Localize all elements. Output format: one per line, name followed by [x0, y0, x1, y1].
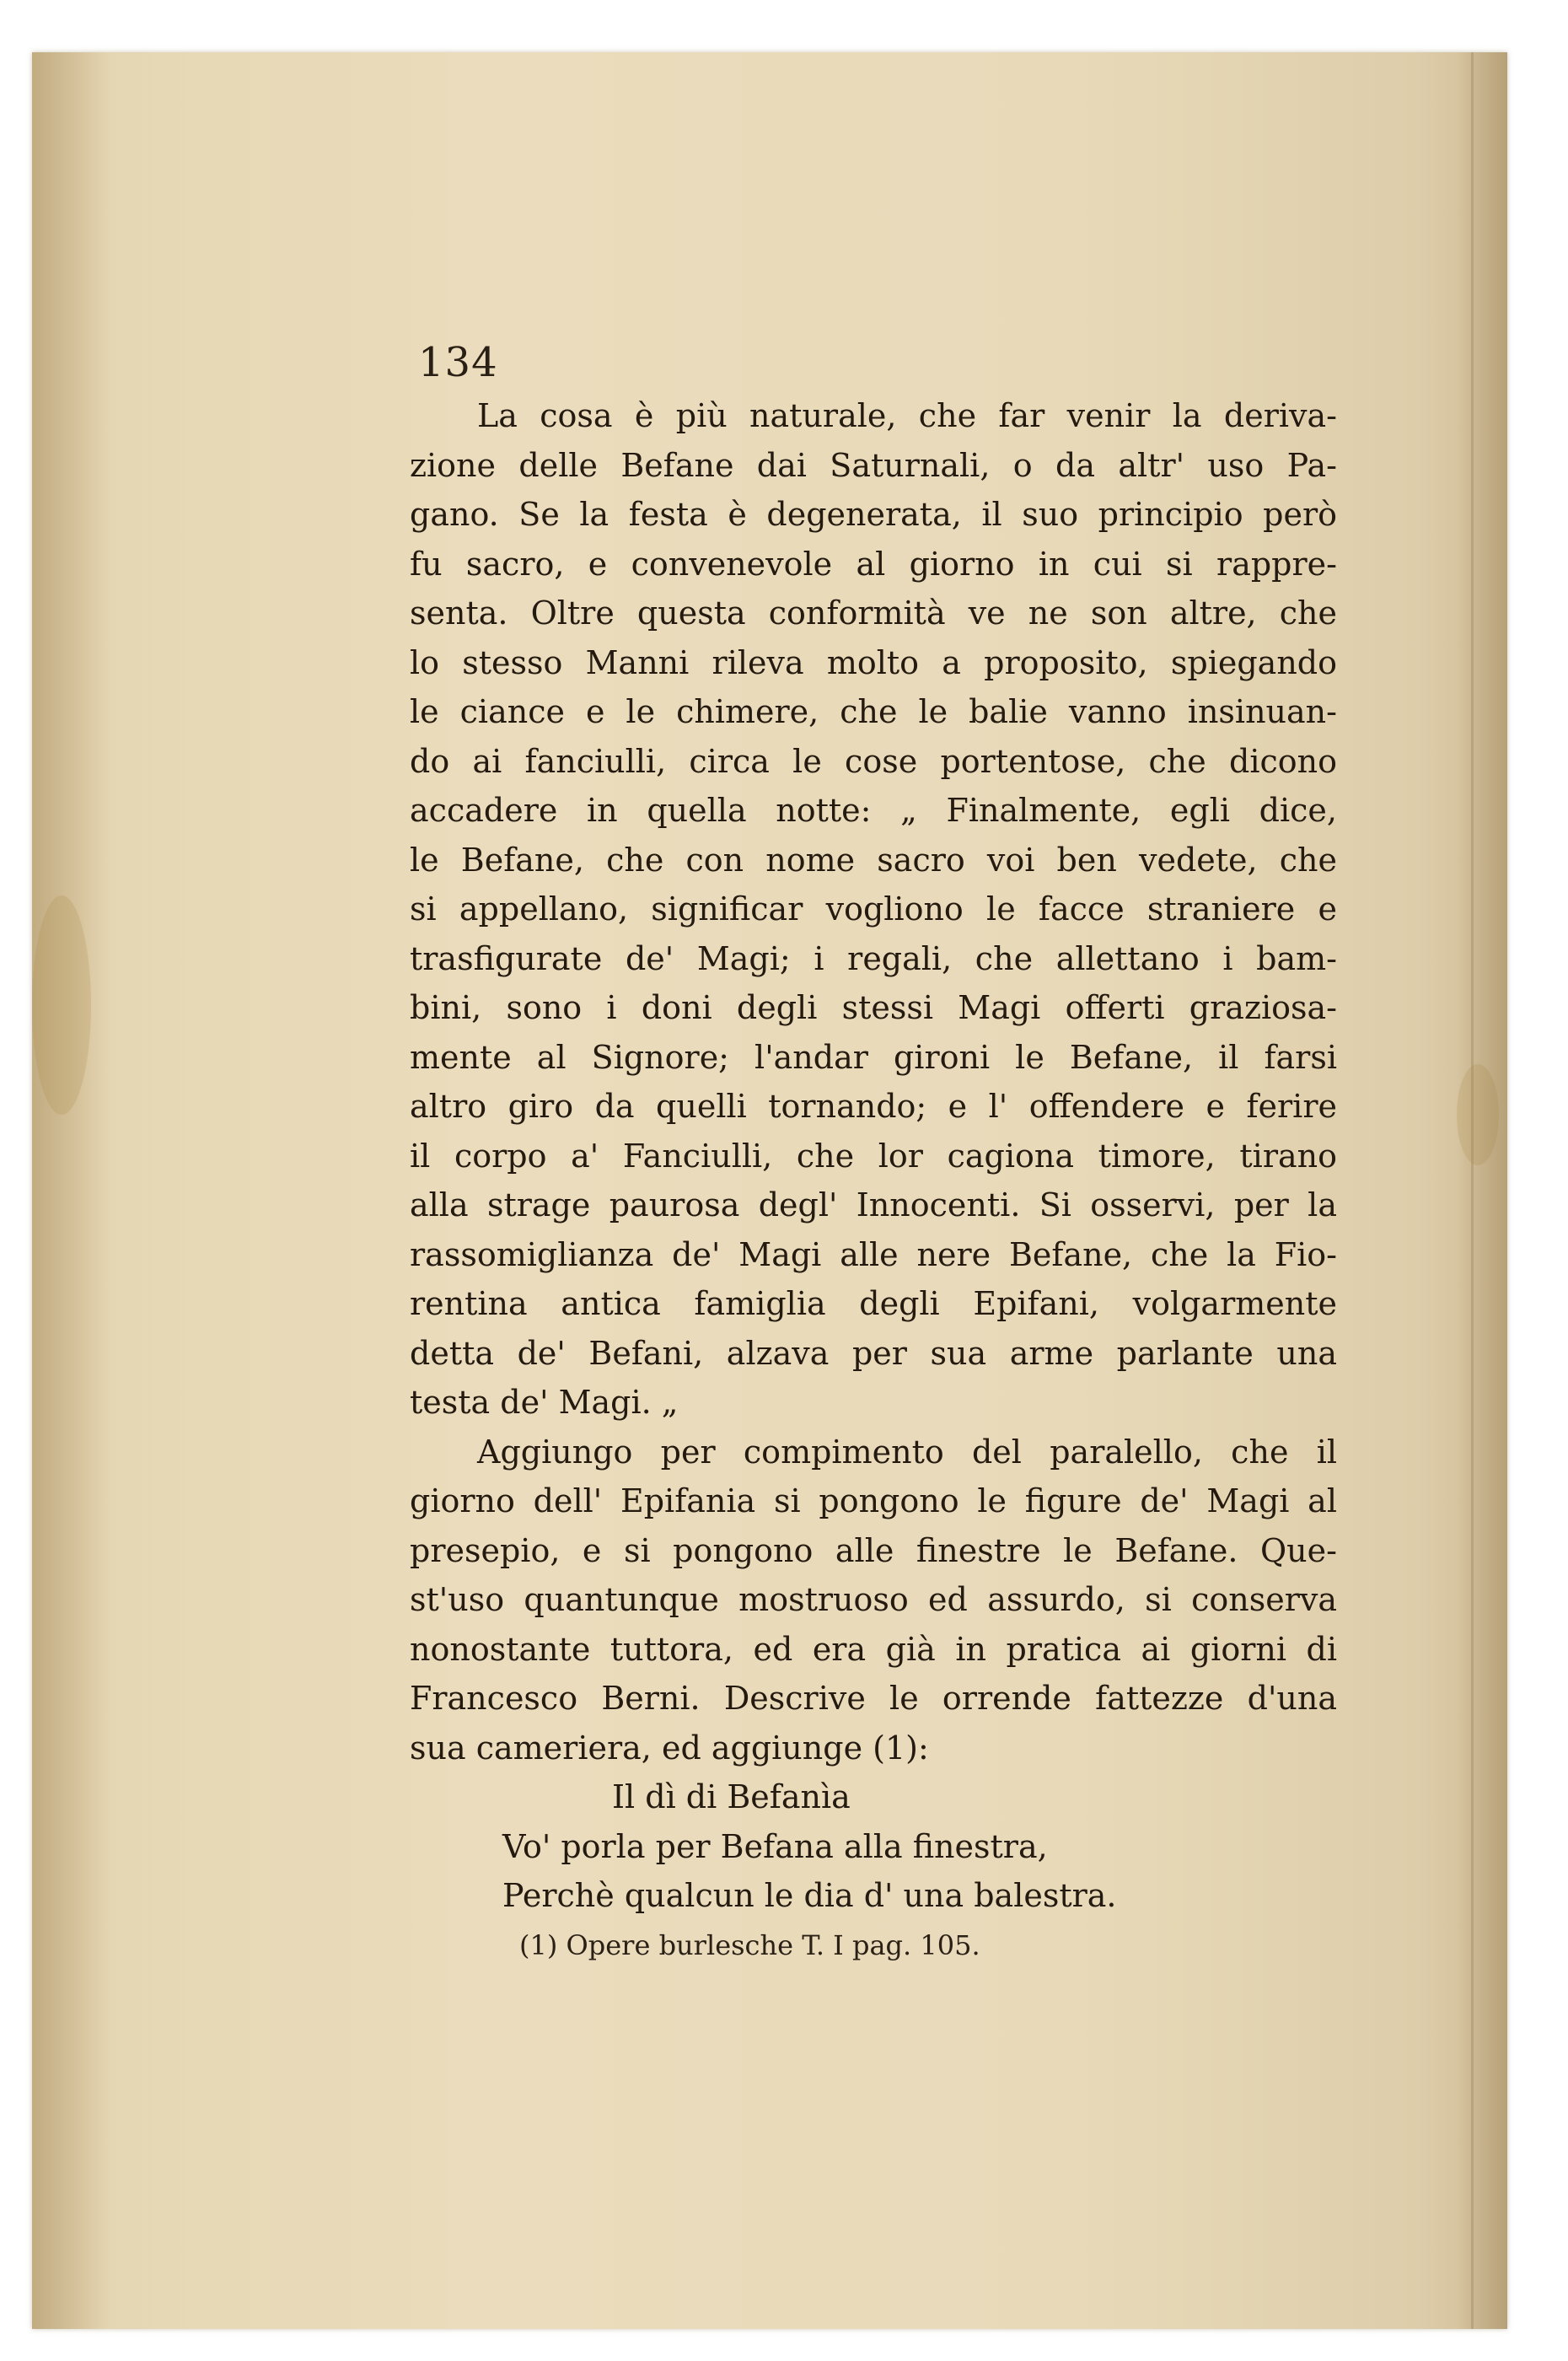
- text-line: gano. Se la festa è degenerata, il suo principio però: [410, 496, 1337, 533]
- text-line: st'uso quantunque mostruoso ed assurdo, si conserva: [410, 1581, 1337, 1618]
- verse-line: Perchè qualcun le dia d' una balestra.: [502, 1877, 1117, 1914]
- text-line: le ciance e le chimere, che le balie vanno insinuan-: [410, 693, 1337, 730]
- text-line: accadere in quella notte: „ Finalmente, egli dice,: [410, 792, 1337, 829]
- text-line: rentina antica famiglia degli Epifani, volgarmente: [410, 1285, 1337, 1322]
- paragraph-1: [410, 391, 1337, 1428]
- text-line: senta. Oltre questa conformità ve ne son altre, che: [410, 594, 1337, 632]
- text-line: detta de' Befani, alzava per sua arme parlante una: [410, 1334, 1337, 1372]
- text-line: giorno dell' Epifania si pongono le figure de' Magi al: [410, 1482, 1337, 1519]
- text-line: le Befane, che con nome sacro voi ben vedete, che: [410, 841, 1337, 879]
- text-line: altro giro da quelli tornando; e l' offendere e ferire: [410, 1088, 1337, 1125]
- page-fold: [1471, 52, 1474, 2329]
- verse-line: Il dì di Befanìa: [612, 1778, 851, 1815]
- text-line: alla strage paurosa degl' Innocenti. Si osservi, per la: [410, 1186, 1337, 1224]
- text-line: nonostante tuttora, ed era già in pratica ai giorni di: [410, 1630, 1337, 1668]
- body-text: [410, 391, 1337, 1970]
- text-line: il corpo a' Fanciulli, che lor cagiona timore, tirano: [410, 1137, 1337, 1175]
- text-line: testa de' Magi. „: [410, 1384, 679, 1421]
- text-line: zione delle Befane dai Saturnali, o da altr' uso Pa-: [410, 446, 1337, 484]
- paper-stain: [1457, 1064, 1499, 1165]
- text-line: lo stesso Manni rileva molto a proposito, spiegando: [410, 643, 1337, 681]
- text-line: presepio, e si pongono alle finestre le Befane. Que-: [410, 1531, 1337, 1569]
- paragraph-2: [410, 1428, 1337, 1773]
- book-page: [32, 52, 1507, 2329]
- text-line: La cosa è più naturale, che far venir la deriva-: [477, 397, 1337, 434]
- text-line: fu sacro, e convenevole al giorno in cui si rappre-: [410, 545, 1337, 583]
- text-line: rassomiglianza de' Magi alle nere Befane, che la Fio-: [410, 1235, 1337, 1273]
- verse-quote: [410, 1772, 1337, 1921]
- text-line: sua cameriera, ed aggiunge (1):: [410, 1729, 929, 1767]
- text-line: si appellano, significar vogliono le facce straniere e: [410, 890, 1337, 928]
- verse-line: Vo' porla per Befana alla finestra,: [502, 1827, 1048, 1865]
- footnote: (1) Opere burlesche T. I pag. 105.: [519, 1928, 980, 1961]
- page-number: 134: [418, 339, 498, 386]
- text-line: mente al Signore; l'andar gironi le Befane, il farsi: [410, 1038, 1337, 1076]
- text-line: do ai fanciulli, circa le cose portentose, che dicono: [410, 742, 1337, 780]
- paper-stain: [32, 895, 91, 1115]
- text-line: Aggiungo per compimento del paralello, che il: [477, 1433, 1337, 1471]
- text-line: Francesco Berni. Descrive le orrende fattezze d'una: [410, 1680, 1337, 1717]
- text-line: trasfigurate de' Magi; i regali, che allettano i bam-: [410, 939, 1337, 977]
- text-line: bini, sono i doni degli stessi Magi offerti graziosa-: [410, 989, 1337, 1026]
